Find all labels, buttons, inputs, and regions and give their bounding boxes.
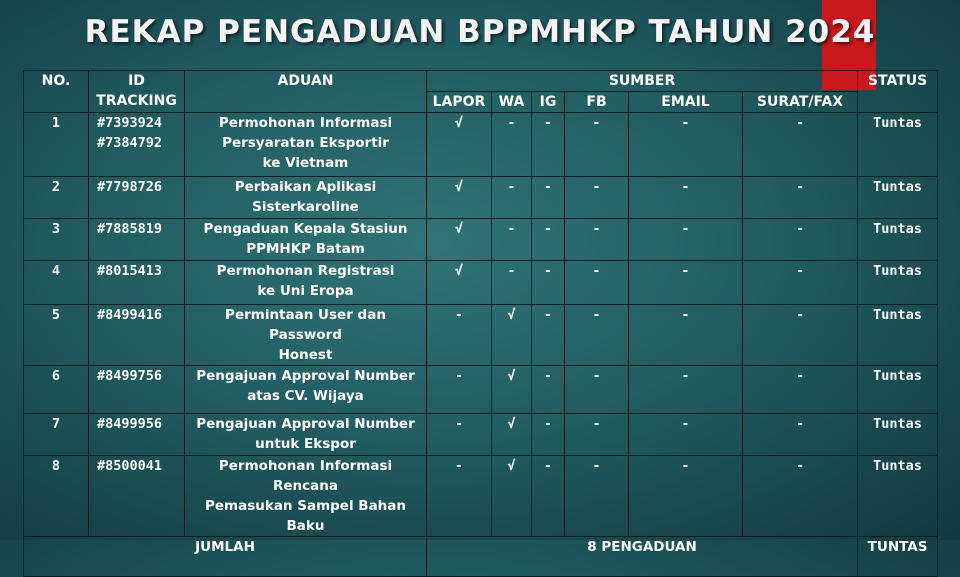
row-source-ig: - <box>532 219 565 261</box>
row-source-email: - <box>629 219 743 261</box>
row-source-fb: - <box>565 113 629 177</box>
row-source-fb: - <box>565 366 629 414</box>
aduan-line: untuk Ekspor <box>255 436 356 452</box>
row-source-lapor: √ <box>427 177 492 219</box>
row-source-ig: - <box>532 366 565 414</box>
row-source-fb: - <box>565 414 629 456</box>
row-source-email: - <box>629 177 743 219</box>
footer-label: JUMLAH <box>24 537 427 577</box>
row-source-lapor: - <box>427 305 492 366</box>
row-source-email: - <box>629 305 743 366</box>
row-source-email: - <box>629 366 743 414</box>
table-row <box>24 366 938 414</box>
aduan-line: Pengajuan Approval Number <box>196 368 415 384</box>
table-row <box>24 177 938 219</box>
row-aduan <box>185 456 427 537</box>
row-no: 8 <box>24 456 89 537</box>
row-source-lapor: √ <box>427 219 492 261</box>
row-source-surat-fax: - <box>743 261 858 305</box>
row-source-ig: - <box>532 261 565 305</box>
row-id-tracking <box>89 219 185 261</box>
tracking-id: #7885819 <box>97 221 163 237</box>
row-id-tracking <box>89 305 185 366</box>
aduan-line: atas CV. Wijaya <box>247 388 364 404</box>
header-id-tracking <box>89 71 185 113</box>
row-source-fb: - <box>565 261 629 305</box>
row-aduan <box>185 414 427 456</box>
row-source-wa: - <box>492 177 532 219</box>
row-source-surat-fax: - <box>743 113 858 177</box>
header-id-line2: TRACKING <box>96 93 177 109</box>
row-source-lapor: - <box>427 366 492 414</box>
row-source-wa: - <box>492 219 532 261</box>
row-source-wa: √ <box>492 305 532 366</box>
row-source-wa: - <box>492 261 532 305</box>
aduan-line: Pengaduan Kepala Stasiun <box>203 221 408 237</box>
tracking-id: #8499756 <box>97 368 163 384</box>
row-source-lapor: - <box>427 456 492 537</box>
row-source-email: - <box>629 414 743 456</box>
row-source-email: - <box>629 456 743 537</box>
header-source-email: EMAIL <box>629 92 743 113</box>
complaint-table <box>23 70 938 577</box>
table-row <box>24 261 938 305</box>
row-no: 2 <box>24 177 89 219</box>
row-source-wa: - <box>492 113 532 177</box>
header-id-line1: ID <box>128 73 145 89</box>
row-aduan <box>185 261 427 305</box>
row-status: Tuntas <box>858 261 938 305</box>
aduan-line: PPMHKP Batam <box>246 241 365 257</box>
tracking-id: #8015413 <box>97 263 163 279</box>
tracking-id: #7798726 <box>97 179 163 195</box>
row-id-tracking <box>89 113 185 177</box>
row-id-tracking <box>89 414 185 456</box>
row-source-email: - <box>629 261 743 305</box>
aduan-line: Perbaikan Aplikasi <box>234 179 377 195</box>
row-status: Tuntas <box>858 113 938 177</box>
row-source-fb: - <box>565 177 629 219</box>
row-source-lapor: - <box>427 414 492 456</box>
row-source-surat-fax: - <box>743 219 858 261</box>
table-row <box>24 456 938 537</box>
row-source-wa: √ <box>492 366 532 414</box>
row-source-surat-fax: - <box>743 414 858 456</box>
header-sumber: SUMBER <box>427 71 858 92</box>
tracking-id: #8499416 <box>97 307 163 323</box>
row-source-surat-fax: - <box>743 366 858 414</box>
aduan-line: Permohonan Registrasi <box>216 263 395 279</box>
row-source-wa: √ <box>492 414 532 456</box>
aduan-line: ke Vietnam <box>262 155 349 171</box>
header-source-fb: FB <box>565 92 629 113</box>
row-id-tracking <box>89 456 185 537</box>
aduan-line: Pemasukan Sampel Bahan Baku <box>204 498 407 534</box>
row-source-fb: - <box>565 456 629 537</box>
row-aduan <box>185 219 427 261</box>
tracking-id: #8500041 <box>97 458 163 474</box>
tracking-id: #7393924 <box>97 115 163 131</box>
aduan-line: Persyaratan Eksportir <box>222 135 389 151</box>
row-no: 7 <box>24 414 89 456</box>
header-source-ig: IG <box>532 92 565 113</box>
row-aduan <box>185 113 427 177</box>
header-source-surat-fax: SURAT/FAX <box>743 92 858 113</box>
row-no: 3 <box>24 219 89 261</box>
row-source-ig: - <box>532 414 565 456</box>
row-no: 6 <box>24 366 89 414</box>
aduan-line: Pengajuan Approval Number <box>196 416 415 432</box>
row-status: Tuntas <box>858 177 938 219</box>
page-title: REKAP PENGADUAN BPPMHKP TAHUN 2024 <box>84 14 876 50</box>
row-source-surat-fax: - <box>743 305 858 366</box>
row-aduan <box>185 177 427 219</box>
header-aduan: ADUAN <box>185 71 427 113</box>
tracking-id: #7384792 <box>97 135 163 151</box>
table-row <box>24 305 938 366</box>
row-no: 5 <box>24 305 89 366</box>
row-source-ig: - <box>532 177 565 219</box>
row-id-tracking <box>89 366 185 414</box>
header-status: STATUS <box>858 71 938 92</box>
row-no: 4 <box>24 261 89 305</box>
row-aduan <box>185 305 427 366</box>
table-row <box>24 414 938 456</box>
aduan-line: Permohonan Informasi <box>218 115 393 131</box>
table-row <box>24 219 938 261</box>
row-source-email: - <box>629 113 743 177</box>
row-source-wa: √ <box>492 456 532 537</box>
row-status: Tuntas <box>858 456 938 537</box>
footer-total: 8 PENGADUAN <box>427 537 858 577</box>
row-id-tracking <box>89 261 185 305</box>
footer-status: TUNTAS <box>858 537 938 577</box>
row-source-ig: - <box>532 113 565 177</box>
row-status: Tuntas <box>858 305 938 366</box>
row-source-ig: - <box>532 456 565 537</box>
row-no: 1 <box>24 113 89 177</box>
aduan-line: Honest <box>278 347 333 363</box>
aduan-line: Permintaan User dan Password <box>225 307 386 343</box>
row-aduan <box>185 366 427 414</box>
aduan-line: Permohonan Informasi Rencana <box>218 458 393 494</box>
row-status: Tuntas <box>858 366 938 414</box>
row-source-fb: - <box>565 305 629 366</box>
table-row <box>24 113 938 177</box>
header-source-lapor: LAPOR <box>427 92 492 113</box>
aduan-line: Sisterkaroline <box>252 199 359 215</box>
row-source-fb: - <box>565 219 629 261</box>
aduan-line: ke Uni Eropa <box>257 283 354 299</box>
row-source-lapor: √ <box>427 261 492 305</box>
row-status: Tuntas <box>858 219 938 261</box>
row-status: Tuntas <box>858 414 938 456</box>
header-source-wa: WA <box>492 92 532 113</box>
row-source-surat-fax: - <box>743 456 858 537</box>
header-status-spacer <box>858 92 938 113</box>
row-source-ig: - <box>532 305 565 366</box>
row-source-lapor: √ <box>427 113 492 177</box>
header-no: NO. <box>24 71 89 113</box>
row-source-surat-fax: - <box>743 177 858 219</box>
row-id-tracking <box>89 177 185 219</box>
tracking-id: #8499956 <box>97 416 163 432</box>
